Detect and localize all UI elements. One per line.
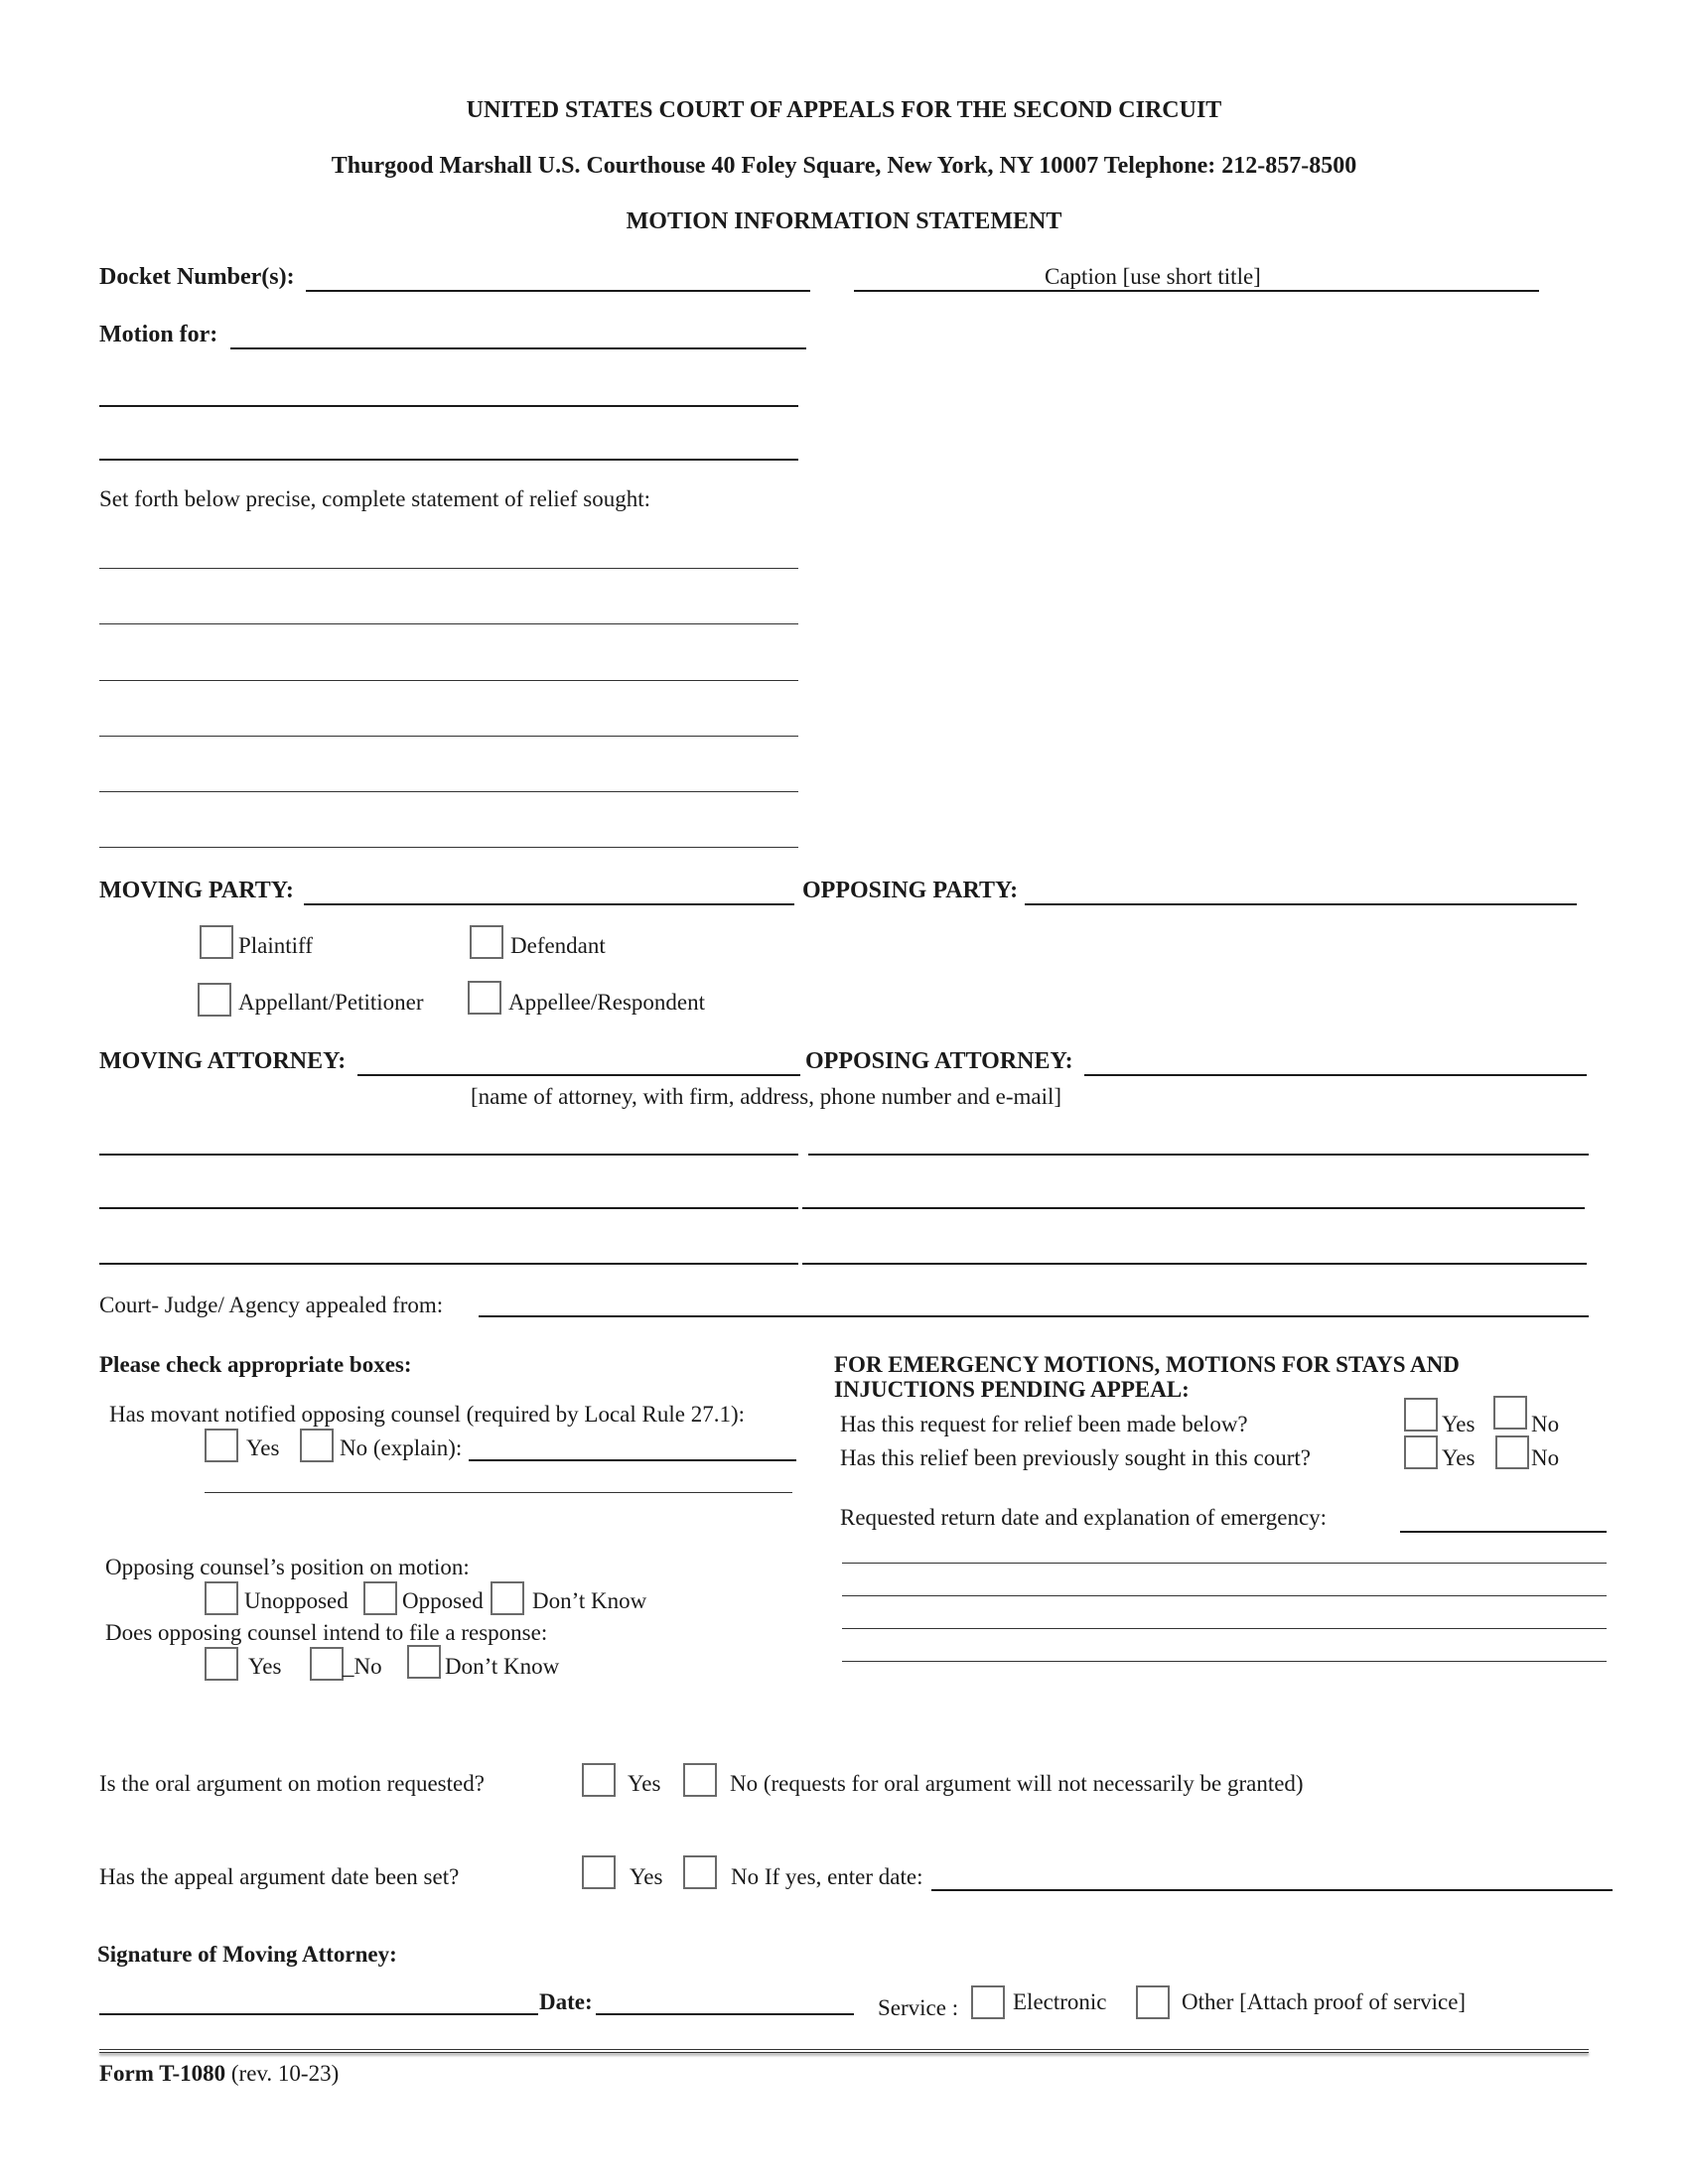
signature-label: Signature of Moving Attorney: xyxy=(97,1942,397,1967)
footer-rule xyxy=(99,2049,1589,2053)
motion-for-label: Motion for: xyxy=(99,322,218,347)
appeal-date-question: Has the appeal argument date been set? xyxy=(99,1864,460,1889)
response-yes-checkbox[interactable] xyxy=(205,1647,238,1681)
moving-party-label: MOVING PARTY: xyxy=(99,878,294,903)
q2-yes-checkbox[interactable] xyxy=(1404,1435,1438,1469)
opposing-attorney-input[interactable] xyxy=(1084,1074,1587,1076)
opposed-checkbox[interactable] xyxy=(363,1581,397,1615)
appeal-date-input[interactable] xyxy=(931,1889,1613,1891)
docket-label: Docket Number(s): xyxy=(99,264,295,290)
opposing-party-input[interactable] xyxy=(1025,903,1577,905)
emergency-heading-1: FOR EMERGENCY MOTIONS, MOTIONS FOR STAYS AND xyxy=(834,1352,1460,1377)
emergency-line-2[interactable] xyxy=(842,1595,1607,1596)
attorney-hint: [name of attorney, with firm, address, phone number and e-mail] xyxy=(471,1084,1062,1109)
motion-for-input[interactable] xyxy=(230,347,806,349)
moving-attorney-line-2[interactable] xyxy=(99,1154,798,1156)
notified-explain-line-2[interactable] xyxy=(205,1492,792,1493)
q1-no-label: No xyxy=(1531,1412,1560,1436)
notified-question: Has movant notified opposing counsel (required by Local Rule 27.1): xyxy=(109,1402,746,1427)
relief-line-1[interactable] xyxy=(99,568,798,569)
plaintiff-label: Plaintiff xyxy=(238,933,313,958)
position-dont-know-label: Don’t Know xyxy=(532,1588,647,1613)
relief-line-4[interactable] xyxy=(99,736,798,737)
electronic-checkbox[interactable] xyxy=(971,1985,1005,2019)
q2-yes-label: Yes xyxy=(1442,1445,1476,1470)
notified-yes-label: Yes xyxy=(246,1435,280,1460)
relief-label: Set forth below precise, complete statement of relief sought: xyxy=(99,486,651,511)
moving-attorney-line-4[interactable] xyxy=(99,1263,798,1265)
response-dont-know-checkbox[interactable] xyxy=(407,1645,441,1679)
oral-no-label: No (requests for oral argument will not necessarily be granted) xyxy=(730,1771,1304,1796)
appellant-checkbox[interactable] xyxy=(198,983,231,1017)
defendant-checkbox[interactable] xyxy=(470,925,503,959)
return-date-input[interactable] xyxy=(1400,1531,1607,1533)
response-no-checkbox[interactable] xyxy=(310,1647,344,1681)
notified-yes-checkbox[interactable] xyxy=(205,1429,238,1462)
appellant-label: Appellant/Petitioner xyxy=(238,990,424,1015)
relief-line-2[interactable] xyxy=(99,623,798,624)
opposing-party-label: OPPOSING PARTY: xyxy=(802,878,1019,903)
q1-no-checkbox[interactable] xyxy=(1493,1396,1527,1430)
opposing-attorney-line-3[interactable] xyxy=(802,1207,1585,1209)
appeal-yes-checkbox[interactable] xyxy=(582,1855,616,1889)
oral-no-checkbox[interactable] xyxy=(683,1763,717,1797)
caption-input[interactable] xyxy=(854,290,1539,292)
service-label: Service : xyxy=(878,1995,959,2020)
emergency-line-4[interactable] xyxy=(842,1661,1607,1662)
moving-attorney-input[interactable] xyxy=(357,1074,800,1076)
appeal-yes-label: Yes xyxy=(630,1864,663,1889)
form-revision: (rev. 10-23) xyxy=(230,2061,340,2086)
q1-yes-label: Yes xyxy=(1442,1412,1476,1436)
response-yes-label: Yes xyxy=(248,1654,282,1679)
court-judge-input[interactable] xyxy=(479,1315,1589,1317)
moving-attorney-label: MOVING ATTORNEY: xyxy=(99,1048,347,1074)
oral-yes-checkbox[interactable] xyxy=(582,1763,616,1797)
opposing-attorney-line-2[interactable] xyxy=(808,1154,1589,1156)
unopposed-label: Unopposed xyxy=(244,1588,349,1613)
plaintiff-checkbox[interactable] xyxy=(200,925,233,959)
emergency-q2: Has this relief been previously sought in this court? xyxy=(840,1445,1311,1470)
notified-no-checkbox[interactable] xyxy=(300,1429,334,1462)
motion-for-line-2[interactable] xyxy=(99,405,798,407)
emergency-heading-2: INJUCTIONS PENDING APPEAL: xyxy=(834,1377,1190,1402)
form-id xyxy=(99,2061,339,2087)
date-label: Date: xyxy=(539,1989,593,2014)
opposing-attorney-line-4[interactable] xyxy=(802,1263,1587,1265)
appellee-checkbox[interactable] xyxy=(468,981,501,1015)
response-question: Does opposing counsel intend to file a response: xyxy=(105,1620,548,1645)
appellee-label: Appellee/Respondent xyxy=(508,990,706,1015)
oral-yes-label: Yes xyxy=(628,1771,661,1796)
response-no-label: _No xyxy=(343,1654,382,1679)
opposing-attorney-label: OPPOSING ATTORNEY: xyxy=(805,1048,1073,1074)
moving-attorney-line-3[interactable] xyxy=(99,1207,798,1209)
form-number: Form T-1080 xyxy=(99,2061,226,2086)
other-service-label: Other [Attach proof of service] xyxy=(1182,1989,1467,2014)
emergency-line-1[interactable] xyxy=(842,1563,1607,1564)
other-service-checkbox[interactable] xyxy=(1136,1985,1170,2019)
date-input[interactable] xyxy=(596,2013,854,2015)
emergency-q1: Has this request for relief been made below? xyxy=(840,1412,1248,1436)
return-date-label: Requested return date and explanation of emergency: xyxy=(840,1505,1328,1530)
notified-no-label: No (explain): xyxy=(340,1435,463,1460)
response-dont-know-label: Don’t Know xyxy=(445,1654,560,1679)
moving-party-input[interactable] xyxy=(304,903,794,905)
oral-question: Is the oral argument on motion requested? xyxy=(99,1771,485,1796)
defendant-label: Defendant xyxy=(510,933,606,958)
position-dont-know-checkbox[interactable] xyxy=(491,1581,524,1615)
appeal-no-checkbox[interactable] xyxy=(683,1855,717,1889)
court-title: UNITED STATES COURT OF APPEALS FOR THE SECOND CIRCUIT xyxy=(466,97,1222,123)
caption-label: Caption [use short title] xyxy=(1045,264,1261,289)
check-boxes-heading: Please check appropriate boxes: xyxy=(99,1352,412,1377)
relief-line-3[interactable] xyxy=(99,680,798,681)
form-title: MOTION INFORMATION STATEMENT xyxy=(626,208,1062,234)
position-question: Opposing counsel’s position on motion: xyxy=(105,1555,470,1579)
q2-no-checkbox[interactable] xyxy=(1495,1435,1529,1469)
q2-no-label: No xyxy=(1531,1445,1560,1470)
unopposed-checkbox[interactable] xyxy=(205,1581,238,1615)
court-judge-label: Court- Judge/ Agency appealed from: xyxy=(99,1293,444,1317)
q1-yes-checkbox[interactable] xyxy=(1404,1398,1438,1432)
relief-line-6[interactable] xyxy=(99,847,798,848)
court-address: Thurgood Marshall U.S. Courthouse 40 Foley Square, New York, NY 10007 Telephone: 212-857-8500 xyxy=(331,153,1357,179)
motion-for-line-3[interactable] xyxy=(99,459,798,461)
notified-explain-input[interactable] xyxy=(469,1459,796,1461)
signature-input[interactable] xyxy=(99,2013,538,2015)
docket-input[interactable] xyxy=(306,290,810,292)
relief-line-5[interactable] xyxy=(99,791,798,792)
emergency-line-3[interactable] xyxy=(842,1628,1607,1629)
opposed-label: Opposed xyxy=(402,1588,484,1613)
appeal-no-label: No If yes, enter date: xyxy=(731,1864,923,1889)
electronic-label: Electronic xyxy=(1013,1989,1107,2014)
